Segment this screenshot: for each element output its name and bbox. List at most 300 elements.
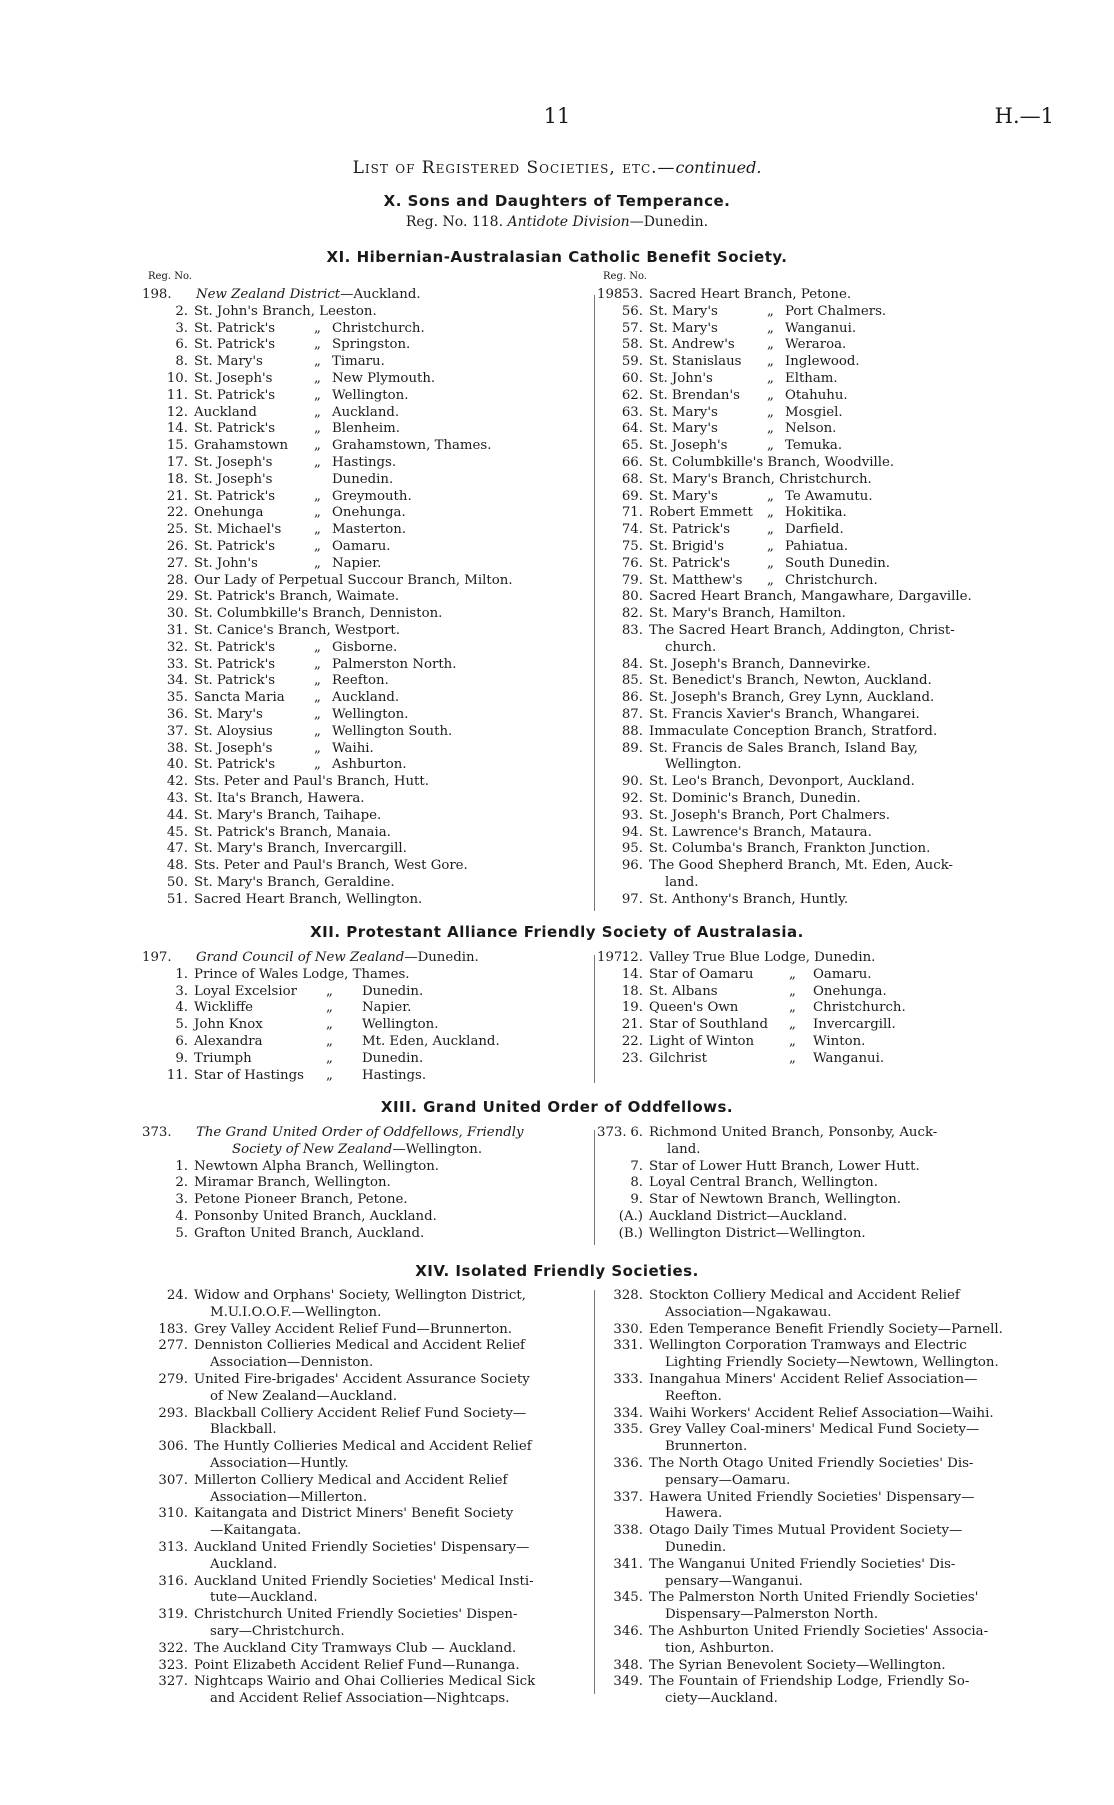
item-place: Pahiatua. [785,538,849,554]
item-name: St. Patrick's [194,488,276,504]
item-place: Napier. [362,1000,412,1016]
item-name: Point Elizabeth Accident Relief Fund—Runanga. [194,1657,520,1673]
list-item [148,724,588,741]
item-number: 19. [621,1000,643,1016]
item-place: Darfield. [785,522,844,538]
column-divider [594,955,595,1083]
item-number: 95. [621,841,643,857]
item-name: Gilchrist [649,1050,707,1066]
list-item [148,405,588,422]
ditto-mark: „ [767,354,774,370]
item-number: 56. [621,303,643,319]
ditto-mark: „ [314,656,321,672]
item-number: 31. [166,622,188,638]
list-item [603,690,1053,707]
list-item [148,438,588,455]
ditto-mark: „ [767,387,774,403]
list-item [603,825,1053,842]
item-number: 97. [621,891,643,907]
ditto-mark: „ [314,488,321,504]
list-item [148,1506,588,1540]
list-item [148,1607,588,1641]
item-number: 74. [621,522,643,538]
item-number: 62. [621,387,643,403]
item-number: 71. [621,505,643,521]
item-number: 8. [630,1175,643,1191]
item-number: 60. [621,370,643,386]
list-item [148,539,588,556]
item-number: 12. [166,404,188,420]
item-name: St. Mary's Branch, Geraldine. [194,874,395,890]
item-name: The Huntly Collieries Medical and Accident Relief [194,1439,532,1455]
item-number: 76. [621,555,643,571]
item-number: 29. [166,589,188,605]
list-item [148,673,588,690]
item-number: 51. [166,891,188,907]
item-number: 14. [621,966,643,982]
list-item [603,321,1053,338]
list-item [603,1523,1043,1557]
item-name: Sts. Peter and Paul's Branch, West Gore. [194,858,468,874]
list-item [148,1051,588,1068]
item-place: Onehunga. [813,983,887,999]
list-item [603,1422,1043,1456]
item-name: St. Matthew's [649,572,743,588]
item-number: 3. [175,983,188,999]
item-place: Nelson. [785,421,837,437]
list-item [603,1288,1043,1322]
list-item [148,1017,588,1034]
item-name: The Fountain of Friendship Lodge, Friendly So- [649,1674,970,1690]
item-place: Port Chalmers. [785,303,887,319]
item-name: The Sacred Heart Branch, Addington, Christ- [649,622,955,638]
item-number: 3. [175,320,188,336]
ditto-mark: „ [767,522,774,538]
item-continuation: land. [665,874,699,890]
item-number: 36. [166,706,188,722]
item-number: 45. [166,824,188,840]
list-item [603,522,1053,539]
ditto-mark: „ [767,572,774,588]
item-name: St. Michael's [194,522,282,538]
list-item: 198. 53. Sacred Heart Branch, Petone. [597,287,852,302]
item-name: St. Mary's Branch, Invercargill. [194,841,407,857]
item-number: 32. [166,639,188,655]
list-item [603,1557,1043,1591]
item-number: 92. [621,790,643,806]
list-item [148,589,588,606]
item-number: 28. [166,572,188,588]
item-continuation: Association—Huntly. [210,1455,349,1471]
list-item [603,984,1053,1001]
item-name: Auckland United Friendly Societies' Medical Insti- [194,1573,534,1589]
item-number: 50. [166,874,188,890]
item-name: St. John's [194,555,258,571]
list-item [603,438,1053,455]
list-item-continuation [603,640,1053,657]
item-name: Christchurch United Friendly Societies' Dispen- [194,1607,518,1623]
item-place: Gisborne. [332,639,398,655]
item-name: St. Mary's [649,320,718,336]
list-item [603,304,1053,321]
item-name: Nightcaps Wairio and Ohai Collieries Medical Sick [194,1674,536,1690]
item-place: Inglewood. [785,354,860,370]
item-name: Our Lady of Perpetual Succour Branch, Milton. [194,572,513,588]
item-place: Onehunga. [332,505,406,521]
item-number: 322. [158,1640,188,1656]
ditto-mark: „ [314,421,321,437]
document-reference: H.—1 [994,104,1054,128]
item-continuation: —Kaitangata. [210,1523,302,1539]
ditto-mark: „ [326,1050,333,1066]
item-number: 3. [175,1192,188,1208]
list-item: 373. The Grand United Order of Oddfellows, Friendly [142,1125,524,1140]
item-place: Invercargill. [813,1017,896,1033]
list-item [148,573,588,590]
item-name: St. Stanislaus [649,354,742,370]
item-continuation: church. [665,639,717,655]
item-name: Star of Hastings [194,1067,304,1083]
item-name: St. Patrick's [194,337,276,353]
item-continuation: Reefton. [665,1388,722,1404]
ditto-mark: „ [314,354,321,370]
item-name: St. Patrick's [194,421,276,437]
item-place: New Plymouth. [332,370,436,386]
ditto-mark: „ [789,983,796,999]
item-continuation: sary—Christchurch. [210,1623,345,1639]
list-item [148,1439,588,1473]
list-item [148,472,588,489]
list-item [603,791,1053,808]
section-xii-left-column [142,950,588,1084]
ditto-mark: „ [326,983,333,999]
item-name: St. Joseph's [649,438,728,454]
ditto-mark: „ [314,370,321,386]
item-name: Ponsonby United Branch, Auckland. [194,1208,437,1224]
list-item [603,606,1053,623]
ditto-mark: „ [314,639,321,655]
item-place: Timaru. [332,354,385,370]
item-number: 38. [166,740,188,756]
item-name: St. Joseph's Branch, Dannevirke. [649,656,871,672]
list-item [148,892,588,909]
item-name: St. Joseph's [194,454,273,470]
item-place: Mt. Eden, Auckland. [362,1033,500,1049]
item-name: St. Ita's Branch, Hawera. [194,790,365,806]
item-name: St. Mary's [649,421,718,437]
list-item [148,522,588,539]
item-number: 7. [630,1158,643,1174]
ditto-mark: „ [314,740,321,756]
item-name: Hawera United Friendly Societies' Dispensary— [649,1489,975,1505]
list-item [603,1406,1043,1423]
list-item [603,1034,1053,1051]
item-place: Hokitika. [785,505,847,521]
item-name: Star of Southland [649,1017,768,1033]
list-item [148,841,588,858]
ditto-mark: „ [326,1033,333,1049]
ditto-mark: „ [789,1050,796,1066]
section-x-place: —Dunedin. [629,214,709,230]
list-item [148,1658,588,1675]
section-x-heading: X. Sons and Daughters of Temperance. [383,192,731,210]
list-item [603,1000,1053,1017]
ditto-mark: „ [314,723,321,739]
item-name: St. Dominic's Branch, Dunedin. [649,790,861,806]
item-place: Wanganui. [813,1050,885,1066]
item-number: 330. [613,1321,643,1337]
item-place: Greymouth. [332,488,412,504]
list-item [603,858,1053,875]
item-name: St. Joseph's [194,740,273,756]
list-item [603,455,1053,472]
item-place: Dunedin. [362,983,424,999]
item-name: Grahamstown [194,438,289,454]
item-name: St. Patrick's Branch, Manaia. [194,824,391,840]
item-place: Wellington. [332,706,409,722]
item-name: The Auckland City Tramways Club — Auckland. [194,1640,517,1656]
ditto-mark: „ [767,488,774,504]
item-number: 341. [613,1556,643,1572]
item-number: (A.) [618,1208,643,1224]
list-item [603,589,1053,606]
item-number: 82. [621,606,643,622]
item-place: Wellington South. [332,723,453,739]
item-place: Reefton. [332,673,389,689]
item-number: 10. [166,370,188,386]
list-item [148,556,588,573]
ditto-mark: „ [767,555,774,571]
list-item [603,405,1053,422]
list-item [148,1000,588,1017]
item-name: Auckland United Friendly Societies' Dispensary— [194,1539,530,1555]
ditto-mark: „ [326,1000,333,1016]
item-name: St. Francis de Sales Branch, Island Bay, [649,740,918,756]
list-item [603,1017,1053,1034]
item-continuation: and Accident Relief Association—Nightcaps. [210,1691,510,1707]
item-continuation: Wellington. [665,757,742,773]
ditto-mark: „ [314,555,321,571]
list-item-continuation [603,757,1053,774]
item-name: Onehunga [194,505,264,521]
item-name: St. Andrew's [649,337,735,353]
item-name: Denniston Collieries Medical and Accident Relief [194,1338,525,1354]
list-item [148,337,588,354]
item-place: Mosgiel. [785,404,843,420]
item-number: 18. [166,471,188,487]
item-number: 35. [166,690,188,706]
item-number: 69. [621,488,643,504]
item-name: The Syrian Benevolent Society—Wellington. [649,1657,946,1673]
item-name: St. Patrick's Branch, Waimate. [194,589,400,605]
item-name: United Fire-brigades' Accident Assurance Society [194,1371,530,1387]
item-name: St. Patrick's [194,639,276,655]
item-name: Immaculate Conception Branch, Stratford. [649,723,938,739]
list-item [148,489,588,506]
item-number: (B.) [618,1225,643,1241]
list-item [148,1641,588,1658]
list-item [603,354,1053,371]
item-name: St. Patrick's [194,757,276,773]
list-item [148,1406,588,1440]
item-number: 183. [158,1321,188,1337]
item-name: Auckland [194,404,257,420]
list-item [148,1540,588,1574]
ditto-mark: „ [314,337,321,353]
ditto-mark: „ [767,404,774,420]
item-name: Wickliffe [194,1000,254,1016]
list-item [148,1226,588,1243]
item-number: 68. [621,471,643,487]
item-name: Miramar Branch, Wellington. [194,1175,391,1191]
item-name: St. Patrick's [649,555,731,571]
ditto-mark: „ [314,320,321,336]
item-name: St. Mary's Branch, Hamilton. [649,606,846,622]
list-item [603,1624,1043,1658]
ditto-mark: „ [767,538,774,554]
item-number: 23. [621,1050,643,1066]
list-item: 197. Grand Council of New Zealand—Dunedin. [142,950,479,965]
item-place: Napier. [332,555,382,571]
list-item [603,623,1053,640]
item-number: 2. [175,303,188,319]
list-item [603,505,1053,522]
item-name: St. Mary's [194,706,263,722]
item-place: Auckland. [332,690,400,706]
list-item [148,858,588,875]
list-item [603,967,1053,984]
list-item [148,967,588,984]
list-item [148,371,588,388]
item-number: 349. [613,1674,643,1690]
item-name: St. Anthony's Branch, Huntly. [649,891,849,907]
item-place: Weraroa. [785,337,847,353]
item-number: 22. [166,505,188,521]
item-number: 17. [166,454,188,470]
list-item [603,657,1053,674]
list-item [603,1658,1043,1675]
item-continuation: Association—Ngakawau. [665,1304,832,1320]
list-item [603,472,1053,489]
list-item [148,1473,588,1507]
ditto-mark: „ [314,522,321,538]
list-item [603,724,1053,741]
list-item [148,1159,588,1176]
item-name: St. Mary's Branch, Christchurch. [649,471,872,487]
item-continuation: pensary—Wanganui. [665,1573,803,1589]
list-item-continuation: land. [667,1141,701,1157]
item-place: Blenheim. [332,421,400,437]
item-number: 25. [166,522,188,538]
section-xiii-left-column [142,1125,588,1243]
list-item: 197. 12. Valley True Blue Lodge, Dunedin. [597,950,876,965]
list-item [148,808,588,825]
item-number: 96. [621,858,643,874]
item-name: Inangahua Miners' Accident Relief Association— [649,1371,978,1387]
item-name: Widow and Orphans' Society, Wellington District, [194,1288,526,1303]
item-name: Sacred Heart Branch, Mangawhare, Dargaville. [649,589,972,605]
item-name: Blackball Colliery Accident Relief Fund Society— [194,1405,527,1421]
ditto-mark: „ [767,370,774,386]
item-number: 89. [621,740,643,756]
item-name: Grafton United Branch, Auckland. [194,1225,425,1241]
item-place: South Dunedin. [785,555,891,571]
item-continuation: of New Zealand—Auckland. [210,1388,398,1404]
section-xi-regno-right: Reg. No. [603,271,647,282]
item-continuation: Association—Millerton. [210,1489,368,1505]
item-number: 93. [621,807,643,823]
ditto-mark: „ [767,320,774,336]
item-number: 316. [158,1573,188,1589]
list-item: 198. New Zealand District—Auckland. [142,287,421,302]
item-place: Dunedin. [362,1050,424,1066]
item-place: Christchurch. [785,572,878,588]
section-xiii-heading: XIII. Grand United Order of Oddfellows. [380,1098,734,1116]
item-number: 87. [621,706,643,722]
list-item [603,539,1053,556]
section-x-subline [0,214,1114,230]
ditto-mark: „ [314,454,321,470]
item-number: 58. [621,337,643,353]
list-item [603,841,1053,858]
item-number: 1. [175,1158,188,1174]
item-number: 83. [621,622,643,638]
list-item [148,1288,588,1322]
list-item [148,984,588,1001]
item-continuation: Dunedin. [665,1539,727,1555]
list-title-main: List of Registered Societies, etc.— [352,158,676,178]
item-number: 5. [175,1017,188,1033]
ditto-mark: „ [767,438,774,454]
ditto-mark: „ [314,673,321,689]
item-number: 30. [166,606,188,622]
ditto-mark: „ [314,387,321,403]
item-name: St. Joseph's Branch, Grey Lynn, Auckland. [649,690,935,706]
item-number: 313. [158,1539,188,1555]
item-number: 65. [621,438,643,454]
item-name: St. Mary's [649,303,718,319]
item-place: Christchurch. [813,1000,906,1016]
item-name: Waihi Workers' Accident Relief Association—Waihi. [649,1405,994,1421]
ditto-mark: „ [789,1033,796,1049]
ditto-mark: „ [326,1017,333,1033]
item-name: Loyal Excelsior [194,983,297,999]
item-name: Prince of Wales Lodge, Thames. [194,966,410,982]
item-number: 18. [621,983,643,999]
item-place: Ashburton. [332,757,407,773]
item-place: Hastings. [332,454,397,470]
item-place: Wanganui. [785,320,857,336]
item-number: 307. [158,1472,188,1488]
column-divider [594,295,595,911]
list-item [603,1209,1053,1226]
item-name: Star of Oamaru [649,966,754,982]
list-item [603,1338,1043,1372]
ditto-mark: „ [789,1017,796,1033]
item-name: Queen's Own [649,1000,739,1016]
list-item [603,556,1053,573]
ditto-mark: „ [767,505,774,521]
column-divider [594,1290,595,1694]
list-item [603,1051,1053,1068]
item-place: Winton. [813,1033,866,1049]
list-title [0,158,1114,178]
section-xiii-right-column [597,1125,1053,1243]
item-name: Petone Pioneer Branch, Petone. [194,1192,408,1208]
item-name: St. Patrick's [194,538,276,554]
item-number: 59. [621,354,643,370]
list-item [603,1322,1043,1339]
